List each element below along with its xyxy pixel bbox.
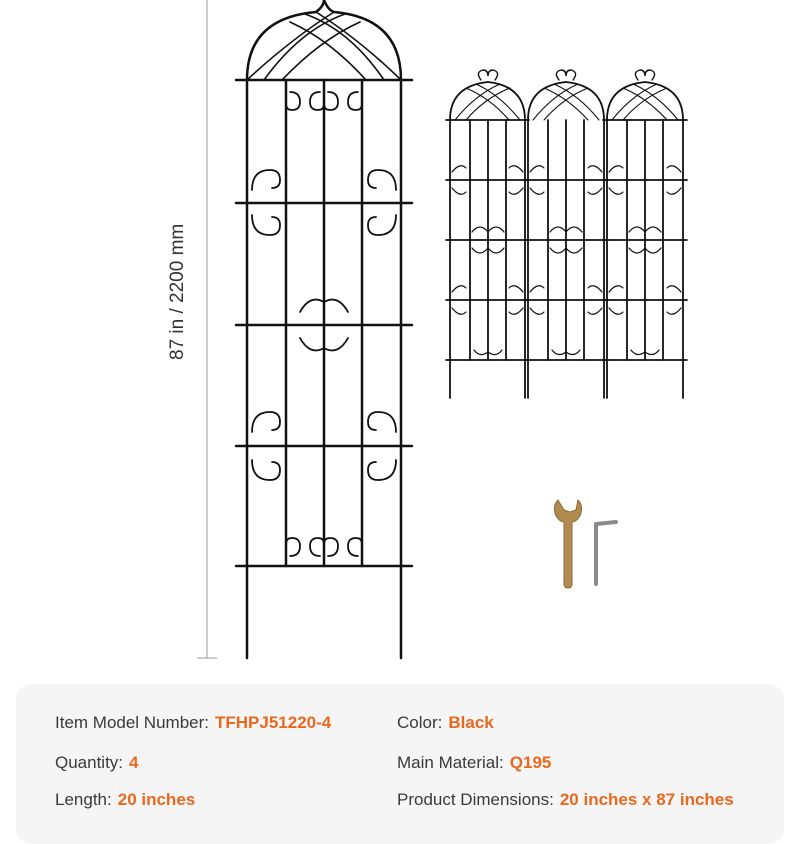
spec-model-value: TFHPJ51220-4 (215, 713, 332, 732)
spec-product-dimensions-label: Product Dimensions: (397, 790, 554, 809)
spec-quantity (55, 753, 139, 773)
spec-material (397, 753, 551, 773)
spec-quantity-label: Quantity: (55, 753, 124, 772)
spec-length-label: Length: (55, 790, 112, 809)
spec-quantity-value: 4 (129, 753, 139, 772)
spec-color (397, 713, 494, 733)
spec-model-label: Item Model Number: (55, 713, 209, 732)
spec-length-value: 20 inches (117, 790, 196, 809)
spec-product-dimensions (397, 790, 734, 810)
spec-color-value: Black (448, 713, 494, 732)
spec-product-dimensions-value: 20 inches x 87 inches (559, 790, 734, 809)
spec-model (55, 713, 331, 733)
spec-material-label: Main Material: (397, 753, 504, 772)
height-dimension-label: 87 in / 2200 mm (167, 223, 188, 360)
spec-length (55, 790, 195, 810)
spec-color-label: Color: (397, 713, 443, 732)
spec-material-value: Q195 (509, 753, 552, 772)
